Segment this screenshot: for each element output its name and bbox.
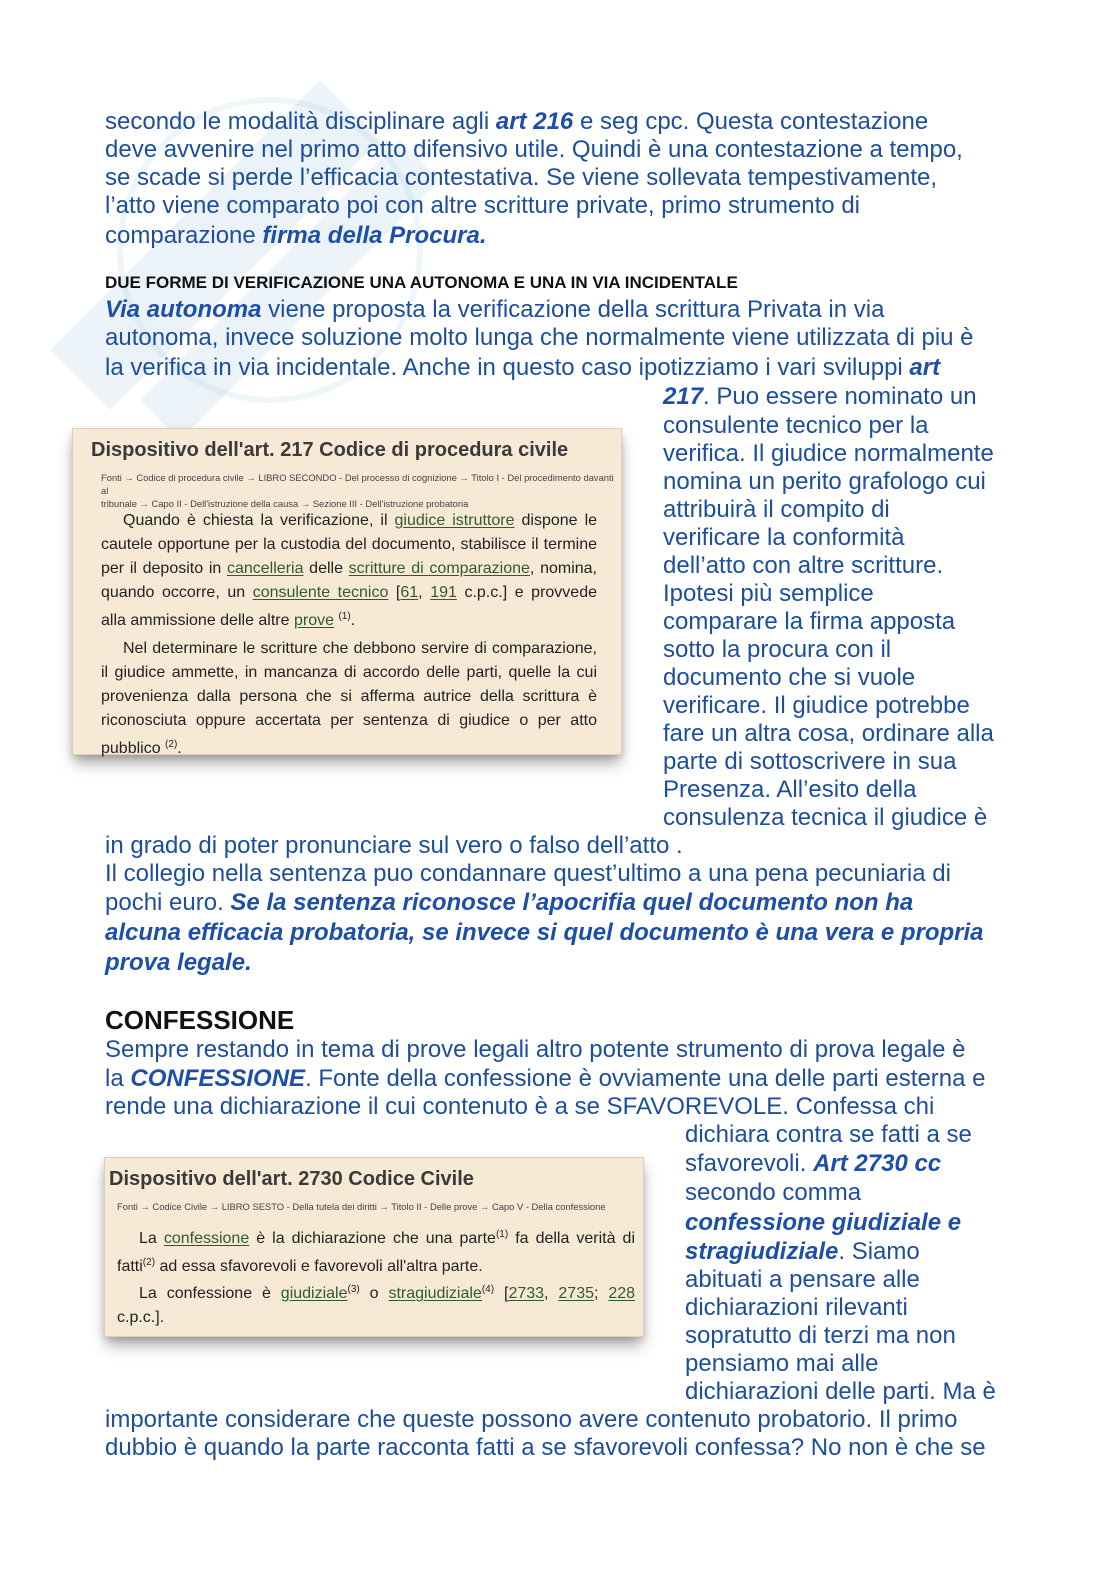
link-art-2735[interactable]: 2735: [558, 1285, 594, 1302]
breadcrumb: Fonti → Codice di procedura civile → LIBRO SECONDO - Del processo di cognizione → Titolo I - Del procedimento davanti al tribunale → Capo II - Dell'istruzione della causa → Sezione III - Dell'istruzione probatoria: [101, 472, 614, 509]
text-line: verificare la conformità: [663, 524, 905, 551]
link-scritture-comparazione[interactable]: scritture di comparazione: [348, 560, 530, 577]
text-line: secondo comma: [685, 1179, 862, 1206]
text-line: confessione giudiziale e: [685, 1209, 962, 1236]
text-line: in grado di poter pronunciare sul vero o falso dell’atto .: [105, 832, 683, 859]
link-cancelleria[interactable]: cancelleria: [226, 560, 304, 577]
text-line: la verifica in via incidentale. Anche in questo caso ipotizziamo i vari sviluppi art: [105, 354, 941, 381]
text-line: consulenza tecnica il giudice è: [663, 804, 988, 831]
confessione-heading: CONFESSIONE: [105, 1005, 295, 1035]
text-line: alcuna efficacia probatoria, se invece si quel documento è una vera e propria: [105, 919, 984, 946]
text-line: sopratutto di terzi ma non: [685, 1322, 956, 1349]
text-line: attribuirà il compito di: [663, 496, 890, 523]
text-line: documento che si vuole: [663, 664, 916, 691]
text-line: pensiamo mai alle: [685, 1350, 879, 1377]
article-2730-card: [104, 1157, 644, 1337]
text-line: deve avvenire nel primo atto difensivo utile. Quindi è una contestazione a tempo,: [105, 136, 963, 163]
watermark-logo: [20, 20, 490, 490]
text-line: Sempre restando in tema di prove legali altro potente strumento di prova legale è: [105, 1036, 966, 1063]
card-paragraph: Nel determinare le scritture che debbono servire di comparazione, il giudice ammette, in mancanza di accordo delle parti, quelle la cui provenienza dalla persona che si afferma autrice della scrittura è riconosciuta oppure accertata per sentenza di giudice o per atto pubblico $^{(2)}$.: [101, 640, 597, 757]
text-line: Presenza. All’esito della: [663, 776, 917, 803]
text-line: se scade si perde l’efficacia contestativa. Se viene sollevata tempestivamente,: [105, 164, 938, 191]
text-line: pochi euro. Se la sentenza riconosce l’apocrifia quel documento non ha: [105, 889, 914, 916]
text-line: consulente tecnico per la: [663, 412, 929, 439]
text-line: Via autonoma viene proposta la verificazione della scrittura Privata in via: [105, 296, 885, 323]
footnote-ref[interactable]: (1): [495, 1229, 509, 1240]
text-line: la CONFESSIONE. Fonte della confessione è ovviamente una delle parti esterna e: [105, 1065, 986, 1092]
card-title: Dispositivo dell'art. 2730 Codice Civile: [109, 1168, 474, 1190]
text-line: 217. Puo essere nominato un: [663, 383, 977, 410]
card-paragraph: Quando è chiesta la verificazione, il giudice istruttore dispone le cautele opportune per la custodia del documento, stabilisce il termine per il deposito in cancelleria delle scritture di comparazione, nomina, quando occorre, un consulente tecnico [61, 191 c.p.c.] e provvede alla ammissione delle altre prove $^{(1)}$.: [101, 512, 598, 629]
text-line: verifica. Il giudice normalmente: [663, 440, 994, 467]
card-title: Dispositivo dell'art. 217 Codice di procedura civile: [91, 439, 569, 461]
article-217-card: [72, 428, 622, 755]
text-line: dell’atto con altre scritture.: [663, 552, 944, 579]
footnote-ref[interactable]: (3): [347, 1284, 360, 1295]
text-line: fare un altra cosa, ordinare alla: [663, 720, 994, 747]
text-line: secondo le modalità disciplinare agli art 216 e seg cpc. Questa contestazione: [105, 108, 929, 135]
text-line: parte di sottoscrivere in sua: [663, 748, 957, 775]
text-line: Ipotesi più semplice: [663, 580, 874, 607]
text-line: rende una dichiarazione il cui contenuto è a se SFAVOREVOLE. Confessa chi: [105, 1093, 935, 1120]
text-line: l’atto viene comparato poi con altre scritture private, primo strumento di: [105, 192, 861, 219]
text-line: nomina un perito grafologo cui: [663, 468, 986, 495]
text-line: prova legale.: [105, 949, 252, 976]
card-paragraph: La confessione è giudiziale$^{(3)}$ o stragiudiziale$^{(4)}$ [2733, 2735; 228 c.p.c.].: [117, 1284, 636, 1326]
text-line: importante considerare che queste possono avere contenuto probatorio. Il primo: [105, 1406, 958, 1433]
breadcrumb: Fonti → Codice Civile → LIBRO SESTO - Della tutela dei diritti → Titolo II - Delle prove → Capo V - Della confessione: [117, 1201, 606, 1212]
card-paragraph: La confessione è la dichiarazione che una parte$^{(1)}$ fa della verità di fatti$^{(2)}$ ad essa sfavorevoli e favorevoli all'altra parte.: [117, 1229, 636, 1275]
link-art-228[interactable]: 228: [608, 1285, 636, 1302]
footnote-ref[interactable]: (2): [142, 1257, 156, 1268]
text-line: sfavorevoli. Art 2730 cc: [685, 1150, 942, 1177]
text-line: comparare la firma apposta: [663, 608, 956, 635]
footnote-ref[interactable]: (1): [338, 611, 351, 622]
text-line: verificare. Il giudice potrebbe: [663, 692, 970, 719]
link-art-191[interactable]: 191: [430, 584, 457, 601]
link-stragiudiziale[interactable]: stragiudiziale: [388, 1285, 482, 1302]
footnote-ref[interactable]: (4): [481, 1284, 495, 1295]
text-line: dubbio è quando la parte racconta fatti a se sfavorevoli confessa? No non è che se: [105, 1434, 986, 1461]
link-giudiziale[interactable]: giudiziale: [280, 1285, 348, 1302]
link-confessione[interactable]: confessione: [163, 1230, 250, 1247]
section-heading: DUE FORME DI VERIFICAZIONE UNA AUTONOMA E UNA IN VIA INCIDENTALE: [105, 273, 738, 292]
link-prove[interactable]: prove: [293, 612, 335, 629]
text-line: autonoma, invece soluzione molto lunga che normalmente viene utilizzata di piu è: [105, 324, 974, 351]
footnote-ref[interactable]: (2): [165, 739, 178, 750]
text-line: dichiarazioni rilevanti: [685, 1294, 908, 1321]
text-line: stragiudiziale. Siamo: [685, 1238, 920, 1265]
link-art-2733[interactable]: 2733: [508, 1285, 545, 1302]
text-line: comparazione firma della Procura.: [105, 222, 487, 249]
link-giudice-istruttore[interactable]: giudice istruttore: [394, 512, 515, 529]
text-line: sotto la procura con il: [663, 636, 892, 663]
link-consulente-tecnico[interactable]: consulente tecnico: [252, 584, 389, 601]
text-line: dichiara contra se fatti a se: [685, 1121, 972, 1148]
text-line: dichiarazioni delle parti. Ma è: [685, 1378, 996, 1405]
link-art-61[interactable]: 61: [400, 584, 419, 601]
text-line: abituati a pensare alle: [685, 1266, 920, 1293]
text-line: Il collegio nella sentenza puo condannare quest’ultimo a una pena pecuniaria di: [105, 860, 951, 887]
